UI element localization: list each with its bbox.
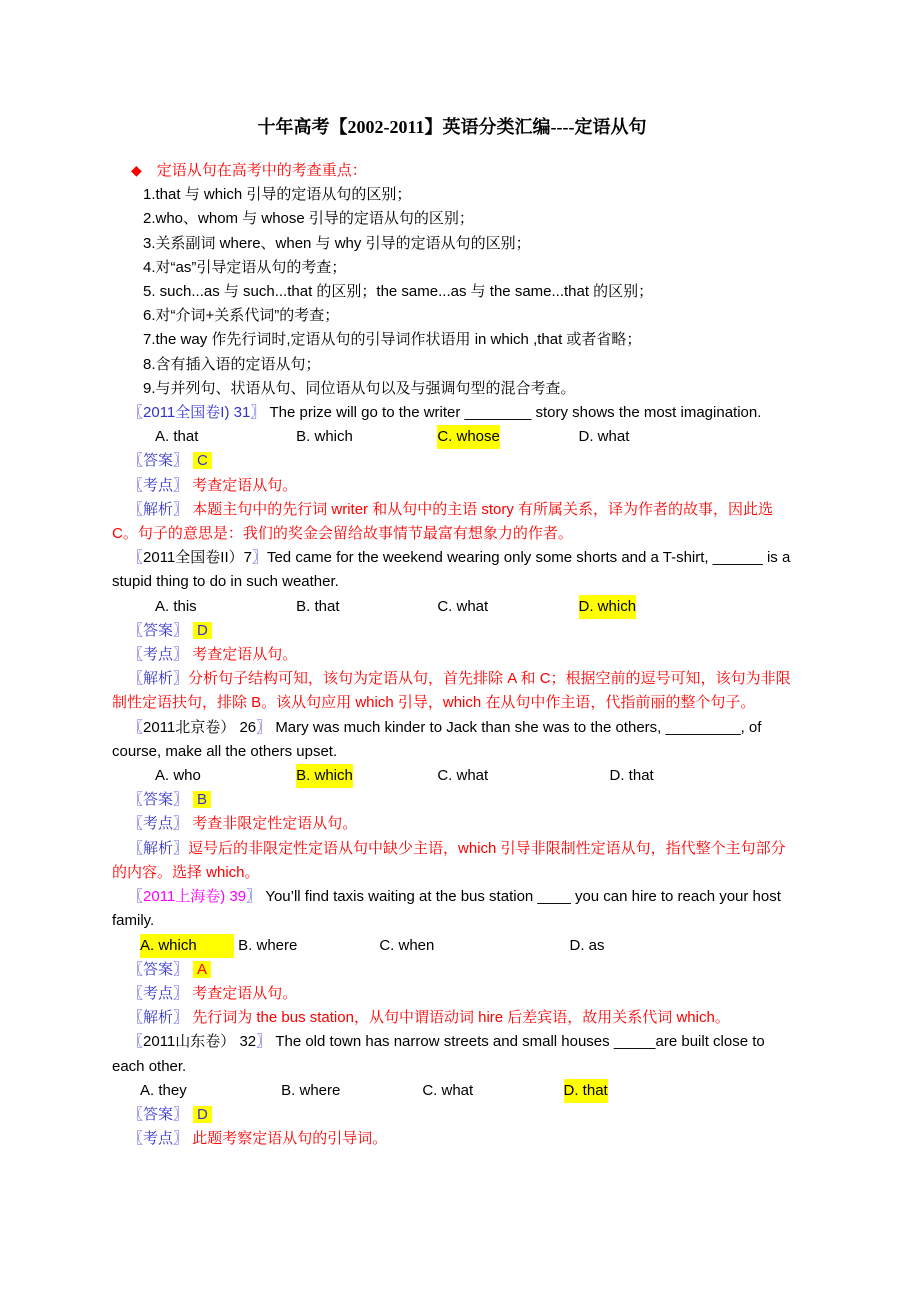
tag-bracket-open: 〖 [128,718,144,736]
options-row [140,934,792,958]
intro-point: 4.对“as”引导定语从句的考查； [143,258,347,276]
intro-heading [112,158,792,183]
diamond-bullet-icon: ◆ [131,162,142,178]
analysis-text: 先行词为 the bus station，从句中谓语动词 hire 后差宾语，故用关系代词 which。 [192,1009,730,1027]
intro-point: 6.对“介词+关系代词”的考查； [143,307,340,325]
question-stem-text: The prize will go to the writer ________ story shows the most imagination. [269,404,762,422]
options-row [155,425,792,449]
tag-bracket-close: 〗 [256,1033,272,1051]
answer-label: 答案 [143,791,174,809]
tag-bracket-close: 〗 [246,888,262,906]
point-label: 考点 [143,646,174,664]
point-line: 〖考点〗 考查定语从句。 [128,646,298,664]
options-row [140,1079,792,1103]
point-label: 考点 [143,1130,174,1148]
option-c: C. what [437,767,489,785]
intro-point: 2.who、whom 与 whose 引导的定语从句的区别； [143,210,474,228]
answer-line: 〖答案〗 C [112,449,792,473]
tag-bracket-close: 〗 [251,549,267,567]
question-tag: 2011北京卷） 26 [143,718,257,736]
question-tag: 2011全国卷I) 31 [143,404,251,422]
analysis-text: 逗号后的非限定性定语从句中缺少主语，which 引导非限制性定语从句，指代整个主句部分的内容。选择 which。 [112,839,786,881]
option-a: A. which [140,934,234,958]
question-tag: 2011山东卷） 32 [143,1033,257,1051]
analysis-line: 〖解析〗 先行词为 the bus station，从句中谓语动词 hire 后差宾语，故用关系代词 which。 [128,1009,730,1027]
question-stem-text: Mary was much kinder to Jack than she was to the others, _________, of course, make all the others upset. [112,718,762,760]
analysis-label: 解析 [143,1009,174,1027]
tag-bracket-open: 〖 [128,404,144,422]
question-stem-text: You’ll find taxis waiting at the bus station ____ you can hire to reach your host family. [112,888,781,930]
analysis-label: 解析 [143,670,174,688]
option-a: A. who [155,767,201,785]
point-text: 考查定语从句。 [192,476,298,494]
point-text: 考查定语从句。 [192,984,298,1002]
answer-letter: B [193,791,211,808]
option-d: D. which [579,595,637,619]
question-stem [112,401,792,425]
option-d: D. that [564,1079,608,1103]
answer-letter: C [193,452,212,469]
point-label: 考点 [143,815,174,833]
answer-line: 〖答案〗 D [112,619,792,643]
option-b: B. which [296,764,433,788]
intro-point: 9.与并列句、状语从句、同位语从句以及与强调句型的混合考查。 [143,379,576,397]
question-block [112,1030,792,1151]
option-a: A. this [155,597,197,615]
answer-letter: D [193,622,212,639]
option-c: C. when [379,936,435,954]
analysis-label: 解析 [143,839,174,857]
option-a: A. that [155,428,199,446]
analysis-text: 本题主句中的先行词 writer 和从句中的主语 story 有所属关系，译为作者的故事，因此选 C。句子的意思是：我们的奖金会留给故事情节最富有想象力的作者。 [112,500,774,543]
question-block [112,716,792,885]
point-label: 考点 [143,476,174,494]
tag-bracket-open: 〖 [128,1033,144,1051]
option-c: C. what [422,1081,474,1099]
answer-line: 〖答案〗 A [112,958,792,982]
answer-label: 答案 [143,960,174,978]
intro-point: 1.that 与 which 引导的定语从句的区别； [143,186,412,204]
tag-bracket-close: 〗 [256,718,272,736]
page-title: 十年高考【2002-2011】英语分类汇编----定语从句 [257,117,647,137]
tag-bracket-open: 〖 [128,888,144,906]
answer-label: 答案 [143,452,174,470]
question-block [112,885,792,1030]
answer-label: 答案 [143,621,174,639]
answer-label: 答案 [143,1105,174,1123]
option-b: B. that [296,597,340,615]
point-line: 〖考点〗 考查非限定性定语从句。 [128,815,358,833]
analysis-line: 〖解析〗分析句子结构可知，该句为定语从句，首先排除 A 和 C；根据空前的逗号可知，该句为非限制性定语扶句，排除 B。该从句应用 which 引导，which 在从句中作主语，代指前丽的整个句子。 [112,670,791,712]
answer-letter: A [193,961,211,978]
option-c: C. what [437,597,489,615]
intro-point: 5. such...as 与 such...that 的区别；the same...as 与 the same...that 的区别； [143,283,654,301]
answer-line: 〖答案〗 D [112,1103,792,1127]
point-text: 此题考察定语从句的引导词。 [192,1130,388,1148]
options-row [155,764,792,788]
intro-points [112,183,792,401]
intro-point: 7.the way 作先行词时,定语从句的引导词作状语用 in which ,that 或者省略； [143,331,642,349]
option-d: D. that [609,767,654,785]
question-stem-text: Ted came for the weekend wearing only some shorts and a T-shirt, ______ is a stupid thing to do in such weather. [112,549,791,591]
option-c: C. whose [437,425,574,449]
analysis-label: 解析 [143,500,174,518]
intro-point: 3.关系副词 where、when 与 why 引导的定语从句的区别； [143,234,531,252]
point-label: 考点 [143,984,174,1002]
option-b: B. where [238,936,298,954]
question-stem [112,885,792,933]
question-tag: 2011全国卷II）7 [143,549,252,567]
tag-bracket-close: 〗 [250,404,266,422]
analysis-text: 分析句子结构可知，该句为定语从句，首先排除 A 和 C；根据空前的逗号可知，该句为非限制性定语扶句，排除 B。该从句应用 which 引导，which 在从句中作主语，代指前丽的整个句子。 [112,670,791,712]
point-line: 〖考点〗 此题考察定语从句的引导词。 [128,1130,388,1148]
answer-line: 〖答案〗 B [112,788,792,812]
analysis-line: 〖解析〗逗号后的非限定性定语从句中缺少主语，which 引导非限制性定语从句，指代整个主句部分的内容。选择 which。 [112,839,786,881]
analysis-line: 〖解析〗 本题主句中的先行词 writer 和从句中的主语 story 有所属关系，译为作者的故事，因此选 C。句子的意思是：我们的奖金会留给故事情节最富有想象力的作者。 [112,500,774,543]
option-d: D. what [578,428,630,446]
point-text: 考查非限定性定语从句。 [192,815,358,833]
point-line: 〖考点〗 考查定语从句。 [128,476,298,494]
options-row [155,595,792,619]
intro-point: 8.含有插入语的定语从句； [143,355,321,373]
option-a: A. they [140,1081,187,1099]
point-text: 考查定语从句。 [192,646,298,664]
question-stem [112,1030,792,1078]
question-stem [112,546,792,594]
option-b: B. which [296,428,353,446]
question-block [112,401,792,546]
answer-letter: D [193,1106,212,1123]
option-b: B. where [281,1081,341,1099]
question-block [112,546,792,715]
question-tag: 2011上海卷) 39 [143,888,247,906]
point-line: 〖考点〗 考查定语从句。 [128,984,298,1002]
question-stem-text: The old town has narrow streets and small houses _____are built close to each other. [112,1033,765,1075]
tag-bracket-open: 〖 [128,549,144,567]
question-stem [112,716,792,764]
option-d: D. as [569,936,605,954]
intro-heading-text: 定语从句在高考中的考查重点： [156,162,367,179]
